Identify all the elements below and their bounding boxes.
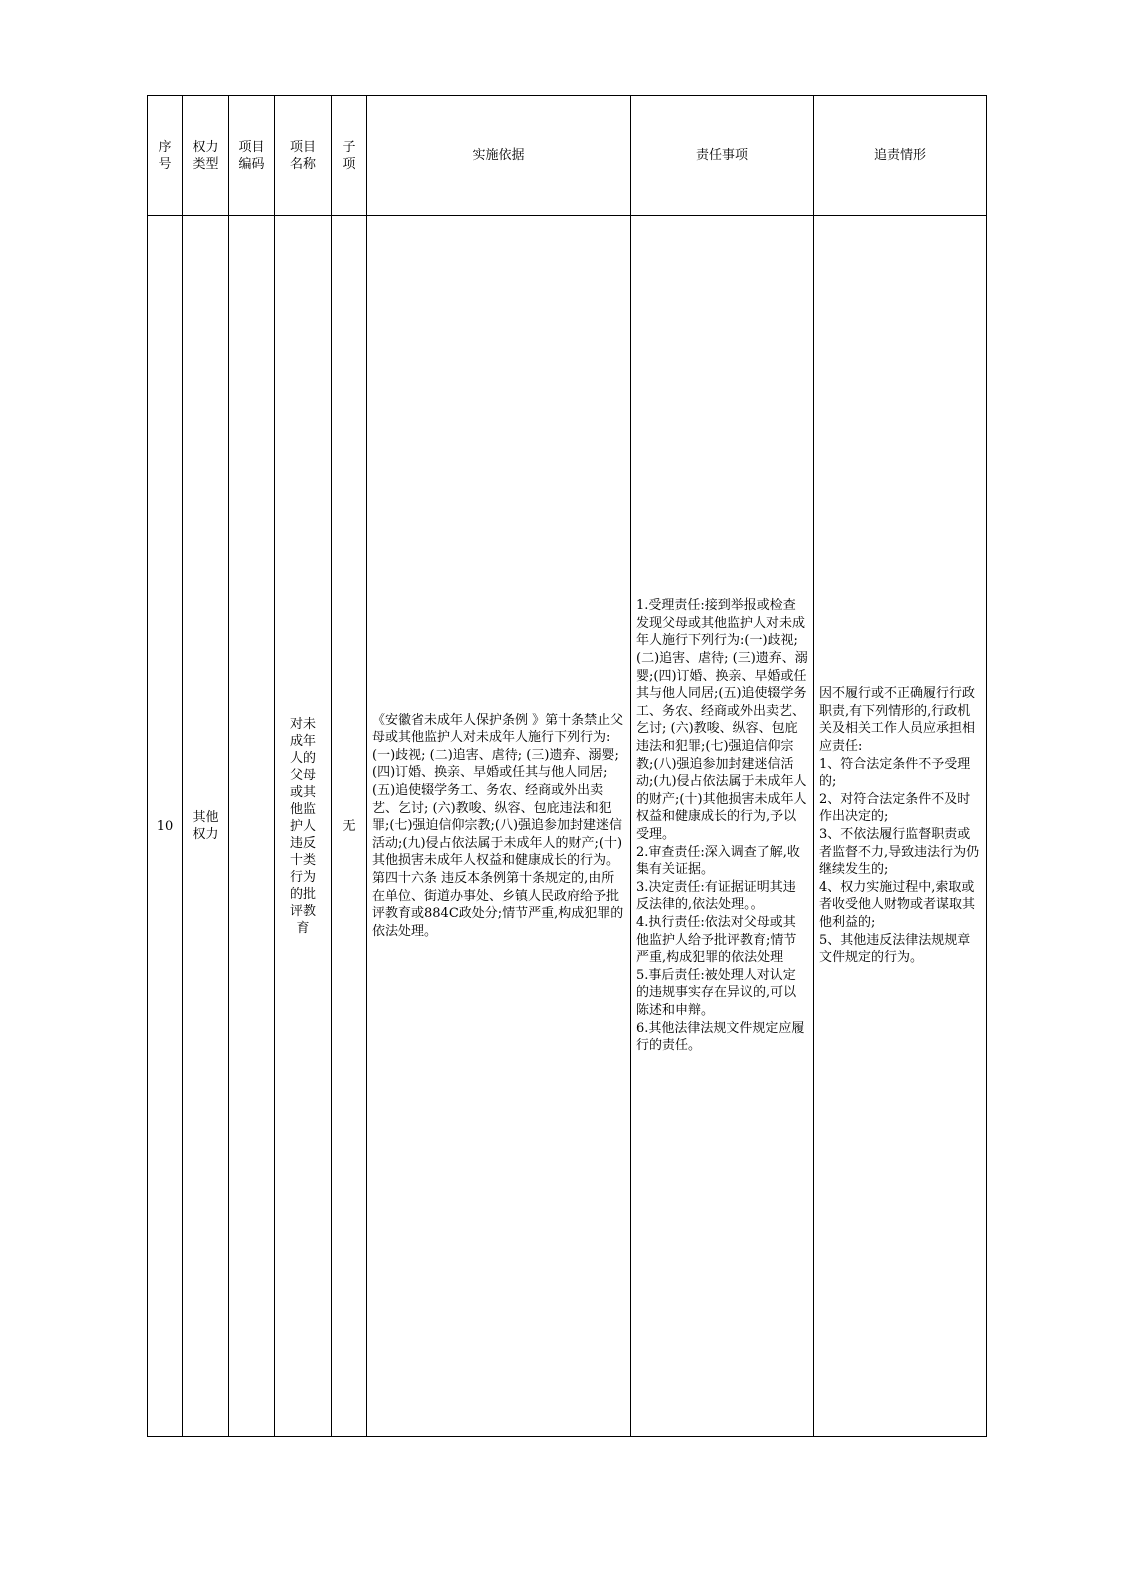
basis-text: 《安徽省未成年人保护条例 》第十条禁止父母或其他监护人对未成年人施行下列行为:(一)歧视; (二)追害、虐待; (三)遗弃、溺婴;(四)订婚、换亲、早婚或任其与他人同居;(五)追使辍学务工、务农、经商或外出卖艺、乞讨; (六)教唆、纵容、包庇违法和犯罪;(七)强迫信仰宗教;(八)强追参加封建迷信活动;(九)侵占依法属于未成年人的财产;(十)其他损害未成年人权益和健康成长的行为。 第四十六条 违反本条例第十条规定的,由所在单位、街道办事处、乡镇人民政府给予批评教育或884C政处分;情节严重,构成犯罪的依法处理。: [372, 712, 624, 939]
cell-accountability: [814, 216, 987, 1437]
header-seq: 序 号: [148, 96, 183, 216]
cell-seq: 10: [148, 216, 183, 1437]
cell-basis: [367, 216, 631, 1437]
table-header-row: [148, 96, 987, 216]
header-item-name: 项目 名称: [275, 96, 332, 216]
header-responsibility: 责任事项: [631, 96, 814, 216]
power-list-table: [147, 95, 987, 1437]
responsibility-text: 1.受理责任:接到举报或检查发现父母或其他监护人对未成年人施行下列行为:(一)歧视; (二)追害、虐待; (三)遗弃、溺婴;(四)订婚、换亲、早婚或任其与他人同居;(五)追使辍学务工、务农、经商或外出卖艺、乞讨; (六)教唆、纵容、包庇违法和犯罪;(七)强追信仰宗教;(八)强追参加封建迷信活动;(九)侵占依法属于未成年人的财产;(十)其他损害未成年人权益和健康成长的行为,予以受理。 2.审查责任:深入调查了解,收集有关证据。 3.决定责任:有证据证明其违反法律的,依法处理。。 4.执行责任:依法对父母或其他监护人给予批评教育;情节严重,构成犯罪的依法处理 5.事后责任:被处理人对认定的违规事实存在异议的,可以陈述和申辩。 6.其他法律法规文件规定应履行的责任。: [636, 598, 808, 1054]
accountability-text: 因不履行或不正确履行行政职责,有下列情形的,行政机关及相关工作人员应承担相应责任: 1、符合法定条件不予受理的; 2、对符合法定条件不及时作出决定的; 3、不依法履行监督职责或者监督不力,导致违法行为仍继续发生的; 4、权力实施过程中,索取或者收受他人财物或者谋取其他利益的; 5、其他违反法律法规规章文件规定的行为。: [819, 686, 980, 966]
cell-responsibility: [631, 216, 814, 1437]
cell-sub-item: 无: [332, 216, 367, 1437]
item-name-text: 对未 成年 人的 父母 或其 他监 护人 违反 十类 行为 的批 评教 育: [289, 716, 316, 936]
header-power-type: 权力 类型: [183, 96, 229, 216]
header-item-code: 项目 编码: [229, 96, 275, 216]
header-sub-item: 子 项: [332, 96, 367, 216]
cell-power-type: 其他 权力: [183, 216, 229, 1437]
header-accountability: 追责情形: [814, 96, 987, 216]
table-row: [148, 216, 987, 1437]
cell-item-name: [275, 216, 332, 1437]
header-basis: 实施依据: [367, 96, 631, 216]
cell-item-code: [229, 216, 275, 1437]
